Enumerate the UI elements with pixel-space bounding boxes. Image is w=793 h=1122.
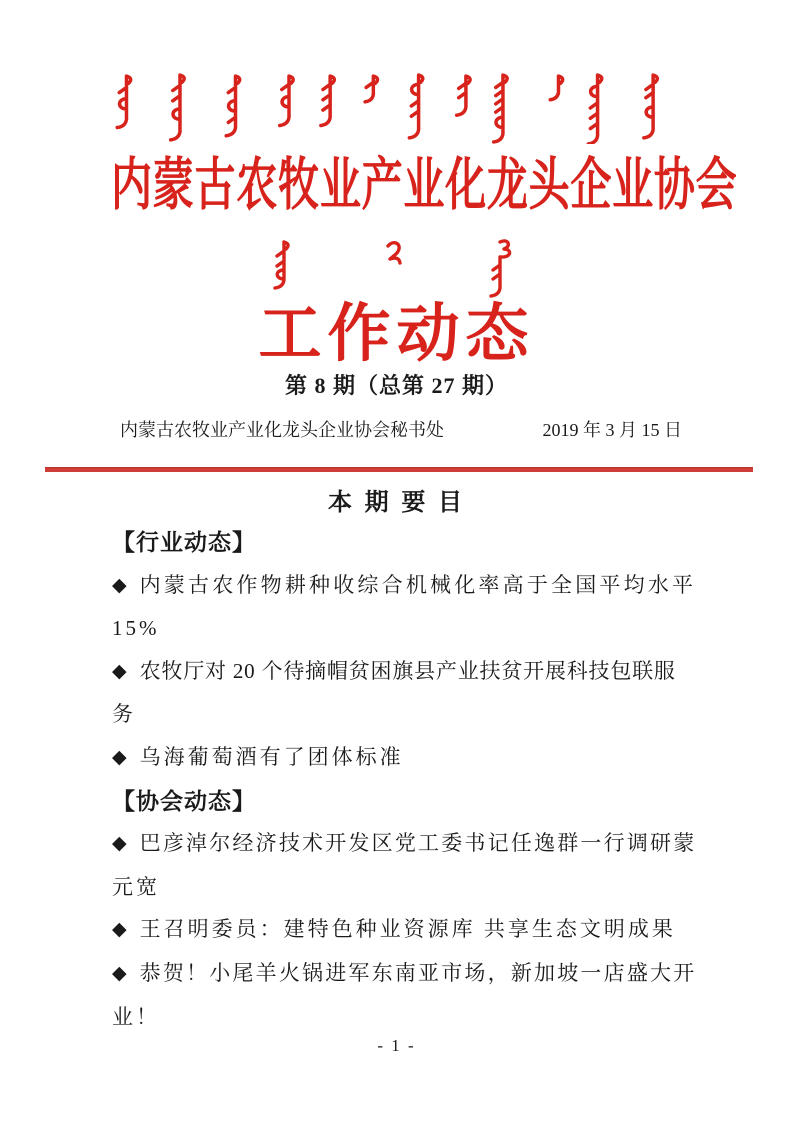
toc-item bbox=[112, 908, 688, 952]
contents-body bbox=[112, 521, 697, 1038]
issue-line: 第 8 期（总第 27 期） bbox=[284, 373, 508, 398]
toc-item-continuation bbox=[112, 996, 688, 1039]
section-title-association: 【协会动态】 bbox=[112, 787, 256, 814]
contents-heading: 本 期 要 目 bbox=[327, 489, 465, 516]
toc-item-text: 业！ bbox=[112, 1004, 160, 1029]
toc-item-text: 乌海葡萄酒有了团体标准 bbox=[139, 744, 404, 769]
toc-item-continuation bbox=[112, 866, 688, 909]
toc-item bbox=[112, 952, 697, 996]
toc-item-text: 元宽 bbox=[112, 874, 160, 899]
publish-date: 2019 年 3 月 15 日 bbox=[542, 420, 682, 440]
mongolian-script-row-icon bbox=[97, 72, 697, 144]
toc-item bbox=[112, 736, 688, 780]
toc-item-text: 巴彦淖尔经济技术开发区党工委书记任逸群一行调研蒙 bbox=[139, 831, 697, 856]
toc-item-text: 农牧厅对 20 个待摘帽贫困旗县产业扶贫开展科技包联服 bbox=[139, 658, 676, 683]
publisher: 内蒙古农牧业产业化龙头企业协会秘书处 bbox=[120, 420, 444, 440]
toc-item-text: 内蒙古农作物耕种收综合机械化率高于全国平均水平 bbox=[139, 572, 697, 597]
toc-item-continuation bbox=[112, 607, 688, 650]
diamond-bullet-icon: ◆ bbox=[112, 919, 127, 941]
diamond-bullet-icon: ◆ bbox=[112, 574, 127, 596]
diamond-bullet-icon: ◆ bbox=[112, 660, 127, 682]
page-number: - 1 - bbox=[377, 1036, 416, 1055]
toc-item bbox=[112, 650, 688, 694]
section-title-industry: 【行业动态】 bbox=[112, 529, 256, 555]
diamond-bullet-icon: ◆ bbox=[112, 833, 127, 855]
toc-item-text: 王召明委员：建特色种业资源库 共享生态文明成果 bbox=[139, 917, 676, 942]
toc-item bbox=[112, 564, 697, 608]
mongolian-script-banner bbox=[0, 72, 793, 149]
toc-item bbox=[112, 822, 697, 866]
red-divider-rule bbox=[45, 467, 753, 472]
org-title: 内蒙古农牧业产业化龙头企业协会 bbox=[111, 154, 738, 217]
publisher-row bbox=[120, 416, 682, 442]
toc-item-text: 务 bbox=[112, 702, 136, 727]
toc-item-continuation bbox=[112, 693, 688, 736]
bulletin-title: 工作动态 bbox=[258, 299, 535, 369]
toc-item-text: 15% bbox=[112, 616, 160, 641]
diamond-bullet-icon: ◆ bbox=[112, 962, 127, 984]
diamond-bullet-icon: ◆ bbox=[112, 746, 127, 768]
toc-item-text: 恭贺！小尾羊火锅进军东南亚市场，新加坡一店盛大开 bbox=[139, 960, 697, 985]
